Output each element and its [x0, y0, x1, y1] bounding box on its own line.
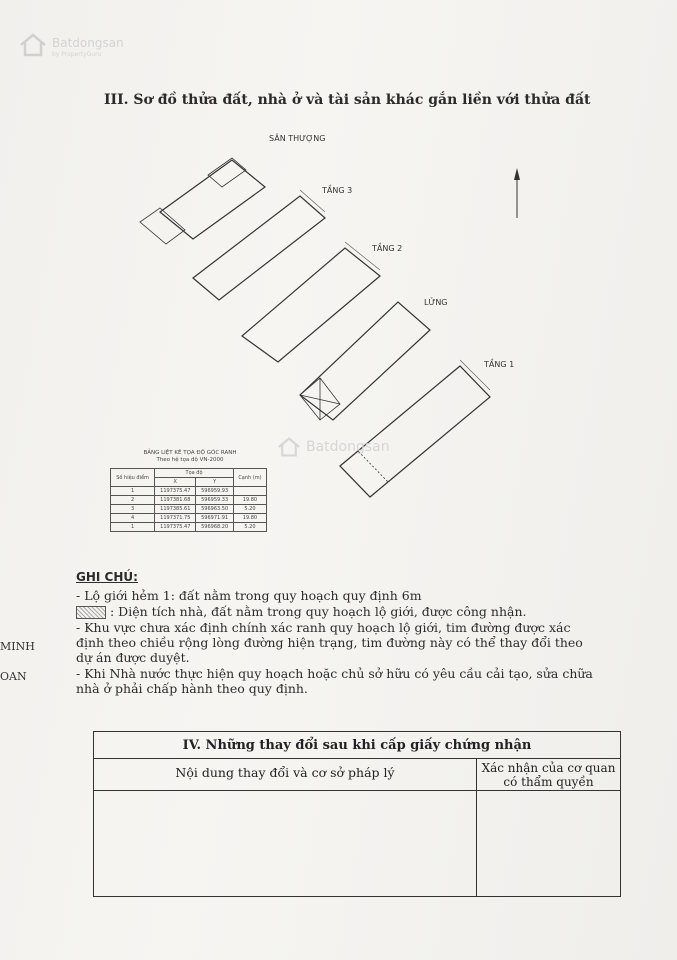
- watermark-center: [276, 436, 390, 458]
- coord-header-y: Y: [196, 478, 234, 487]
- coord-table-caption: [120, 450, 260, 464]
- note-item-legend: [76, 604, 596, 619]
- cell-x: 1197381.68: [155, 496, 196, 505]
- label-rooftop: SÂN THƯỢNG: [269, 134, 326, 143]
- cell-point: 4: [111, 514, 155, 523]
- cell-point: 1: [111, 523, 155, 532]
- cell-x: 1197375.47: [155, 523, 196, 532]
- table-row: [111, 505, 267, 514]
- floor2-outline: [242, 248, 380, 362]
- changes-title: IV. Những thay đổi sau khi cấp giấy chứng nhận: [94, 732, 621, 759]
- house-logo-icon: [276, 436, 302, 458]
- table-row: [111, 487, 267, 496]
- watermark-sub: by PropertyGuru: [52, 51, 102, 58]
- cell-y: 596968.20: [196, 523, 234, 532]
- watermark-center-brand: Batdongsan: [306, 439, 390, 455]
- coord-caption-sub: Theo hệ tọa độ VN-2000: [156, 457, 224, 463]
- label-floor3: TẦNG 3: [322, 186, 353, 195]
- notes-section: [76, 570, 596, 697]
- coord-header-coords: Tọa độ: [155, 469, 234, 478]
- hatch-legend-icon: [76, 606, 106, 619]
- coord-header-point: Số hiệu điểm: [111, 469, 155, 487]
- table-row: [111, 523, 267, 532]
- cell-x: 1197385.61: [155, 505, 196, 514]
- changes-col-content: Nội dung thay đổi và cơ sở pháp lý: [94, 759, 477, 791]
- cell-edge: 5.20: [233, 505, 266, 514]
- note-legend-text: : Diện tích nhà, đất nằm trong quy hoạch lộ giới, được công nhận.: [109, 604, 527, 619]
- cell-point: 2: [111, 496, 155, 505]
- floor1-outline: [340, 366, 490, 497]
- label-mezzanine: LỬNG: [424, 298, 448, 307]
- cell-x: 1197375.47: [155, 487, 196, 496]
- north-arrow-icon: [514, 168, 520, 218]
- label-floor2: TẦNG 2: [372, 244, 403, 253]
- note-item: - Khi Nhà nước thực hiện quy hoạch hoặc chủ sở hữu có yêu cầu cải tạo, sửa chữa nhà ở phải chấp hành theo quy định.: [76, 666, 593, 696]
- edge-text: OAN: [0, 670, 27, 683]
- cell-edge: [233, 487, 266, 496]
- coord-header-edge: Cạnh (m): [233, 469, 266, 487]
- changes-table: [93, 731, 621, 897]
- cell-y: 596971.91: [196, 514, 234, 523]
- floor3-outline: [193, 196, 325, 300]
- edge-text: MINH: [0, 640, 35, 653]
- note-item: - Lộ giới hẻm 1: đất nằm trong quy hoạch quy định 6m: [76, 588, 422, 603]
- cell-y: 596959.33: [196, 496, 234, 505]
- cell-y: 596959.93: [196, 487, 234, 496]
- section-title: III. Sơ đồ thửa đất, nhà ở và tài sản khác gắn liền với thửa đất: [104, 92, 591, 108]
- mezzanine-outline: [300, 302, 430, 420]
- watermark-brand: Batdongsan: [52, 36, 124, 50]
- changes-col-confirm: Xác nhận của cơ quan có thẩm quyền: [477, 759, 621, 791]
- cell-edge: 19.80: [233, 514, 266, 523]
- table-row: [111, 514, 267, 523]
- cell-x: 1197371.75: [155, 514, 196, 523]
- changes-confirm-cell: [477, 791, 621, 897]
- coord-header-x: X: [155, 478, 196, 487]
- cell-y: 596963.50: [196, 505, 234, 514]
- cell-edge: 5.20: [233, 523, 266, 532]
- cell-edge: 19.80: [233, 496, 266, 505]
- notes-heading: GHI CHÚ:: [76, 570, 138, 584]
- cell-point: 3: [111, 505, 155, 514]
- coord-table: [110, 468, 267, 532]
- table-row: [111, 496, 267, 505]
- changes-content-cell: [94, 791, 477, 897]
- coord-caption-title: BẢNG LIỆT KÊ TỌA ĐỘ GÓC RANH: [143, 450, 237, 456]
- note-item: - Khu vực chưa xác định chính xác ranh quy hoạch lộ giới, tim đường được xác định theo chiều rộng lòng đường hiện trạng, tim đường này có thể thay đổi theo dự án được duyệt.: [76, 620, 583, 665]
- cell-point: 1: [111, 487, 155, 496]
- label-floor1: TẦNG 1: [484, 360, 515, 369]
